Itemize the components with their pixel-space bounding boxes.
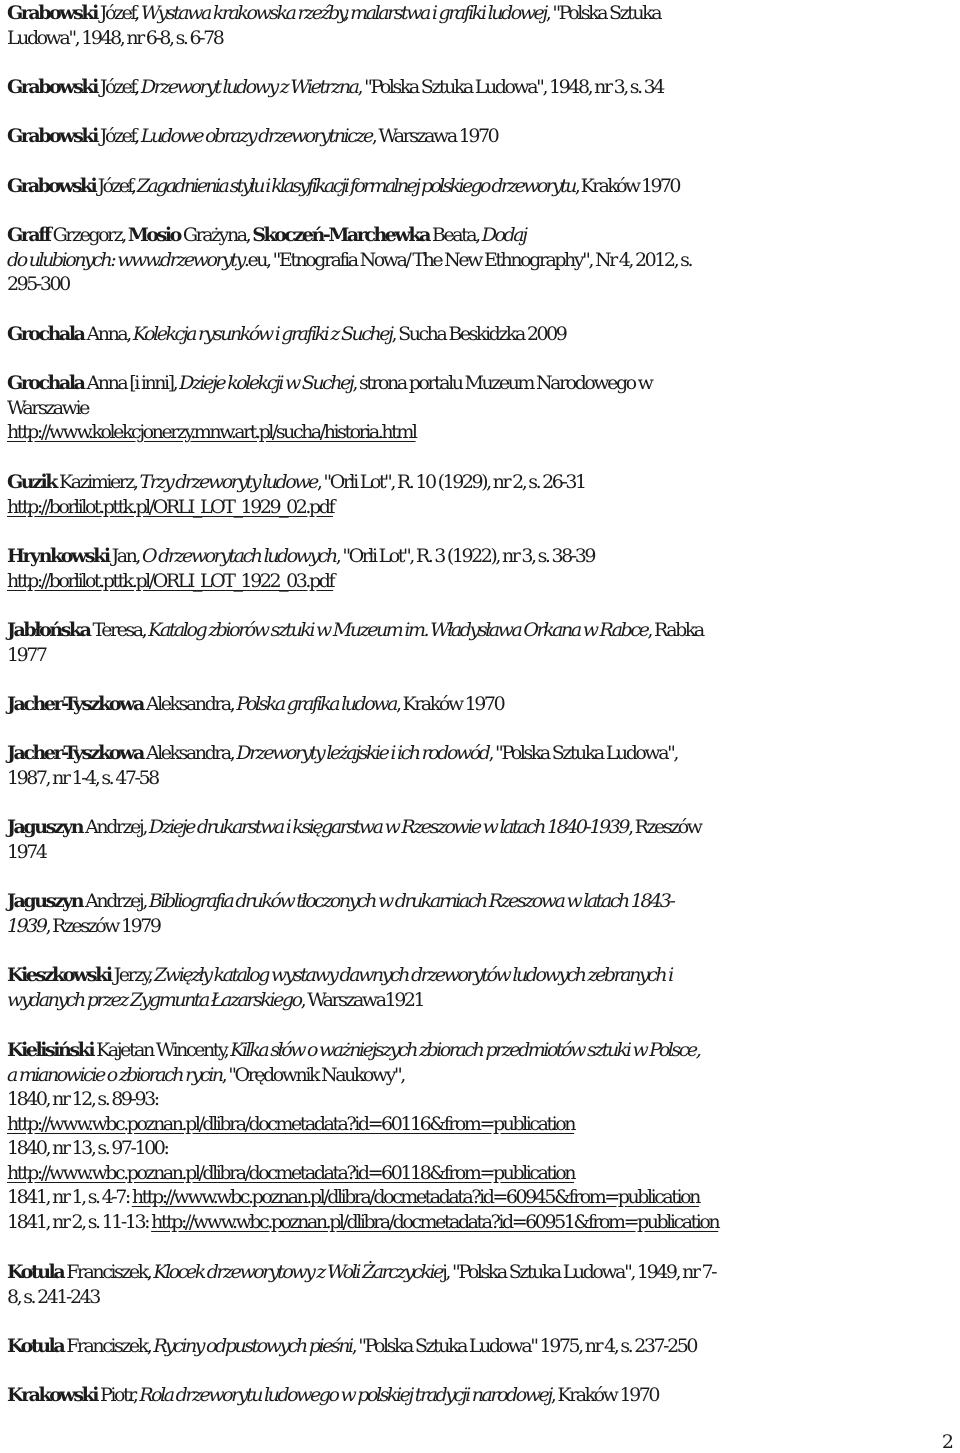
entry-link[interactable]: http://borlilot.pttk.pl/ORLI_LOT_1929_02.pdf bbox=[7, 495, 334, 518]
bibliography-entry: Hrynkowski Jan, O drzeworytach ludowych, "Orli Lot", R. 3 (1922), nr 3, s. 38-39 http://borlilot.pttk.pl/ORLI_LOT_1922_03.pdf bbox=[7, 545, 594, 592]
bibliography-entry: Krakowski Piotr, Rola drzeworytu ludowego w polskiej tradycji narodowej, Kraków 1970 bbox=[7, 1384, 659, 1406]
entry-title: Klocek drzeworytowy z Woli Żarczyckie bbox=[153, 1261, 442, 1283]
entry-title: Rola drzeworytu ludowego w polskiej tradycji narodowej bbox=[139, 1384, 551, 1406]
bibliography-entry: Jacher-Tyszkowa Aleksandra, Polska grafika ludowa, Kraków 1970 bbox=[7, 693, 504, 715]
page-number: 2 bbox=[941, 1431, 954, 1453]
bibliography-entry: Grochala Anna [i inni], Dzieje kolekcji w Suchej, strona portalu Muzeum Narodowego w Warszawie http://www.kolekcjonerzy.mnw.art.pl/sucha/historia.html bbox=[7, 372, 652, 443]
entry-author: Hrynkowski bbox=[7, 545, 109, 567]
entry-title: Dodaj bbox=[481, 224, 526, 246]
entry-author: Guzik bbox=[7, 471, 56, 493]
entry-title: do ulubionych: www.drzeworyty bbox=[7, 248, 244, 271]
entry-author: Grabowski bbox=[7, 76, 97, 98]
bibliography-entry: Guzik Kazimierz, Trzy drzeworyty ludowe, "Orli Lot", R. 10 (1929), nr 2, s. 26-31 http://borlilot.pttk.pl/ORLI_LOT_1929_02.pdf bbox=[7, 471, 585, 518]
entry-title: Katalog zbiorów sztuki w Muzeum im. Władysława Orkana w Rabce bbox=[148, 619, 648, 641]
entry-title: Bibliografia druków tłoczonych w drukarniach Rzeszowa w latach 1843- bbox=[148, 890, 674, 912]
entry-author: Jacher-Tyszkowa bbox=[7, 693, 143, 715]
entry-title: Drzeworyty leżajskie i ich rodowód bbox=[236, 742, 489, 764]
entry-title: Ryciny odpustowych pieśni bbox=[153, 1335, 352, 1357]
entry-title: Trzy drzeworyty ludowe bbox=[139, 471, 317, 493]
entry-author: Graff bbox=[7, 224, 50, 246]
entry-link[interactable]: http://www.kolekcjonerzy.mnw.art.pl/sucha/historia.html bbox=[7, 421, 416, 443]
entry-link[interactable]: http://www.wbc.poznan.pl/dlibra/docmetadata?id=60945&from=publication bbox=[131, 1186, 699, 1208]
entry-title: Kolekcja rysunków i grafiki z Suchej bbox=[132, 323, 392, 345]
entry-link[interactable]: http://www.wbc.poznan.pl/dlibra/docmetadata?id=60116&from=publication bbox=[7, 1112, 575, 1135]
entry-author: Grochala bbox=[7, 323, 84, 345]
entry-author: Grabowski bbox=[7, 2, 97, 24]
bibliography-entry: Jaguszyn Andrzej, Bibliografia druków tłoczonych w drukarniach Rzeszowa w latach 1843- 1939, Rzeszów 1979 bbox=[7, 890, 674, 937]
bibliography-entry: Grabowski Józef, Wystawa krakowska rzeźby, malarstwa i grafiki ludowej, "Polska Sztuka Ludowa", 1948, nr 6-8, s. 6-78 bbox=[7, 2, 661, 49]
bibliography-entry: Kotula Franciszek, Klocek drzeworytowy z Woli Żarczyckiej, "Polska Sztuka Ludowa", 1949, nr 7- 8, s. 241-243 bbox=[7, 1261, 716, 1308]
entry-title: O drzeworytach ludowych bbox=[142, 545, 336, 567]
entry-title: Kilka słów o ważniejszych zbiorach przedmiotów sztuki w Polsce, bbox=[230, 1039, 700, 1061]
entry-author: Grabowski bbox=[7, 125, 97, 147]
entry-title: wydanych przez Zygmunta Łazarskiego bbox=[7, 988, 301, 1011]
entry-title: Dzieje kolekcji w Suchej bbox=[179, 372, 353, 394]
entry-author: Jacher-Tyszkowa bbox=[7, 742, 143, 764]
bibliography-entry: Kieszkowski Jerzy, Zwięzły katalog wystawy dawnych drzeworytów ludowych zebranych i wydanych przez Zygmunta Łazarskiego, Warszawa1921 bbox=[7, 964, 672, 1011]
entry-title: Zwięzły katalog wystawy dawnych drzeworytów ludowych zebranych i bbox=[154, 964, 672, 986]
entry-title: Wystawa krakowska rzeźby, malarstwa i grafiki ludowej bbox=[140, 2, 546, 24]
bibliography-entry: Jaguszyn Andrzej, Dzieje drukarstwa i księgarstwa w Rzeszowie w latach 1840-1939, Rzeszów 1974 bbox=[7, 816, 701, 863]
entry-link[interactable]: http://www.wbc.poznan.pl/dlibra/docmetadata?id=60118&from=publication bbox=[7, 1161, 575, 1184]
entry-author: Jaguszyn bbox=[7, 816, 83, 838]
entry-author: Krakowski bbox=[7, 1384, 98, 1406]
bibliography-entry: Grabowski Józef, Zagadnienia stylu i klasyfikacji formalnej polskiego drzeworytu, Kraków 1970 bbox=[7, 175, 679, 197]
entry-author: Kotula bbox=[7, 1261, 64, 1283]
entry-title: Drzeworyt ludowy z Wietrzna bbox=[140, 76, 358, 98]
entry-author: Mosio bbox=[127, 224, 180, 246]
entry-link[interactable]: http://www.wbc.poznan.pl/dlibra/docmetadata?id=60951&from=publication bbox=[151, 1210, 719, 1233]
entry-title: Polska grafika ludowa bbox=[236, 693, 396, 715]
bibliography-entry: Jabłońska Teresa, Katalog zbiorów sztuki w Muzeum im. Władysława Orkana w Rabce, Rabka 1977 bbox=[7, 619, 703, 666]
bibliography-entry: Grabowski Józef, Ludowe obrazy drzeworytnicze, Warszawa 1970 bbox=[7, 125, 498, 147]
entry-author: Grochala bbox=[7, 372, 84, 394]
entry-author: Kotula bbox=[7, 1335, 64, 1357]
entry-author: Kieszkowski bbox=[7, 964, 111, 986]
entry-title: Zagadnienia stylu i klasyfikacji formalnej polskiego drzeworytu bbox=[136, 175, 575, 197]
entry-title: 1939 bbox=[7, 914, 46, 937]
bibliography-entry: Grabowski Józef, Drzeworyt ludowy z Wietrzna, "Polska Sztuka Ludowa", 1948, nr 3, s. 34 bbox=[7, 76, 663, 98]
bibliography-entry: Grochala Anna, Kolekcja rysunków i grafiki z Suchej, Sucha Beskidzka 2009 bbox=[7, 323, 566, 345]
bibliography-entry: Kotula Franciszek, Ryciny odpustowych pieśni, "Polska Sztuka Ludowa" 1975, nr 4, s. 237-250 bbox=[7, 1335, 696, 1357]
bibliography-entry: Jacher-Tyszkowa Aleksandra, Drzeworyty leżajskie i ich rodowód, "Polska Sztuka Ludowa", 1987, nr 1-4, s. 47-58 bbox=[7, 742, 677, 789]
bibliography-entry: Graff Grzegorz, Mosio Grażyna, Skoczeń-Marchewka Beata, Dodaj do ulubionych: www.drzeworyty.eu, "Etnografia Nowa/ The New Ethnography", Nr 4, 2012, s. 295-300 bbox=[7, 224, 692, 295]
entry-author: Jaguszyn bbox=[7, 890, 83, 912]
entry-link[interactable]: http://borlilot.pttk.pl/ORLI_LOT_1922_03.pdf bbox=[7, 569, 334, 592]
bibliography-entry: Kielisiński Kajetan Wincenty, Kilka słów o ważniejszych zbiorach przedmiotów sztuki w Polsce, a mianowicie o zbiorach rycin, "Orędownik Naukowy", 1840, nr 12, s. 89-93: http://www.wbc.poznan.pl/dlibra/docmetadata?id=60116&from=publication 1840, nr 13, s. 97-100: http://www.wbc.poznan.pl/dlibra/docmetadata?id=60118&from=publication 1841, nr 1, s. 4-7: http://www.wbc.poznan.pl/dlibra/docmetadata?id=60945&from=publication 1841, nr 2, s. 11-13: http://www.wbc.poznan.pl/dlibra/docmetadata?id=60951&from=publication bbox=[7, 1039, 719, 1233]
entry-author: Skoczeń-Marchewka bbox=[252, 224, 429, 246]
entry-author: Kielisiński bbox=[7, 1039, 94, 1061]
entry-author: Jabłońska bbox=[7, 619, 90, 641]
entry-author: Grabowski bbox=[7, 175, 96, 197]
entry-title: a mianowicie o zbiorach rycin bbox=[7, 1063, 222, 1086]
entry-title: Dzieje drukarstwa i księgarstwa w Rzeszowie w latach 1840-1939 bbox=[148, 816, 629, 838]
entry-title: Ludowe obrazy drzeworytnicze bbox=[140, 125, 372, 147]
